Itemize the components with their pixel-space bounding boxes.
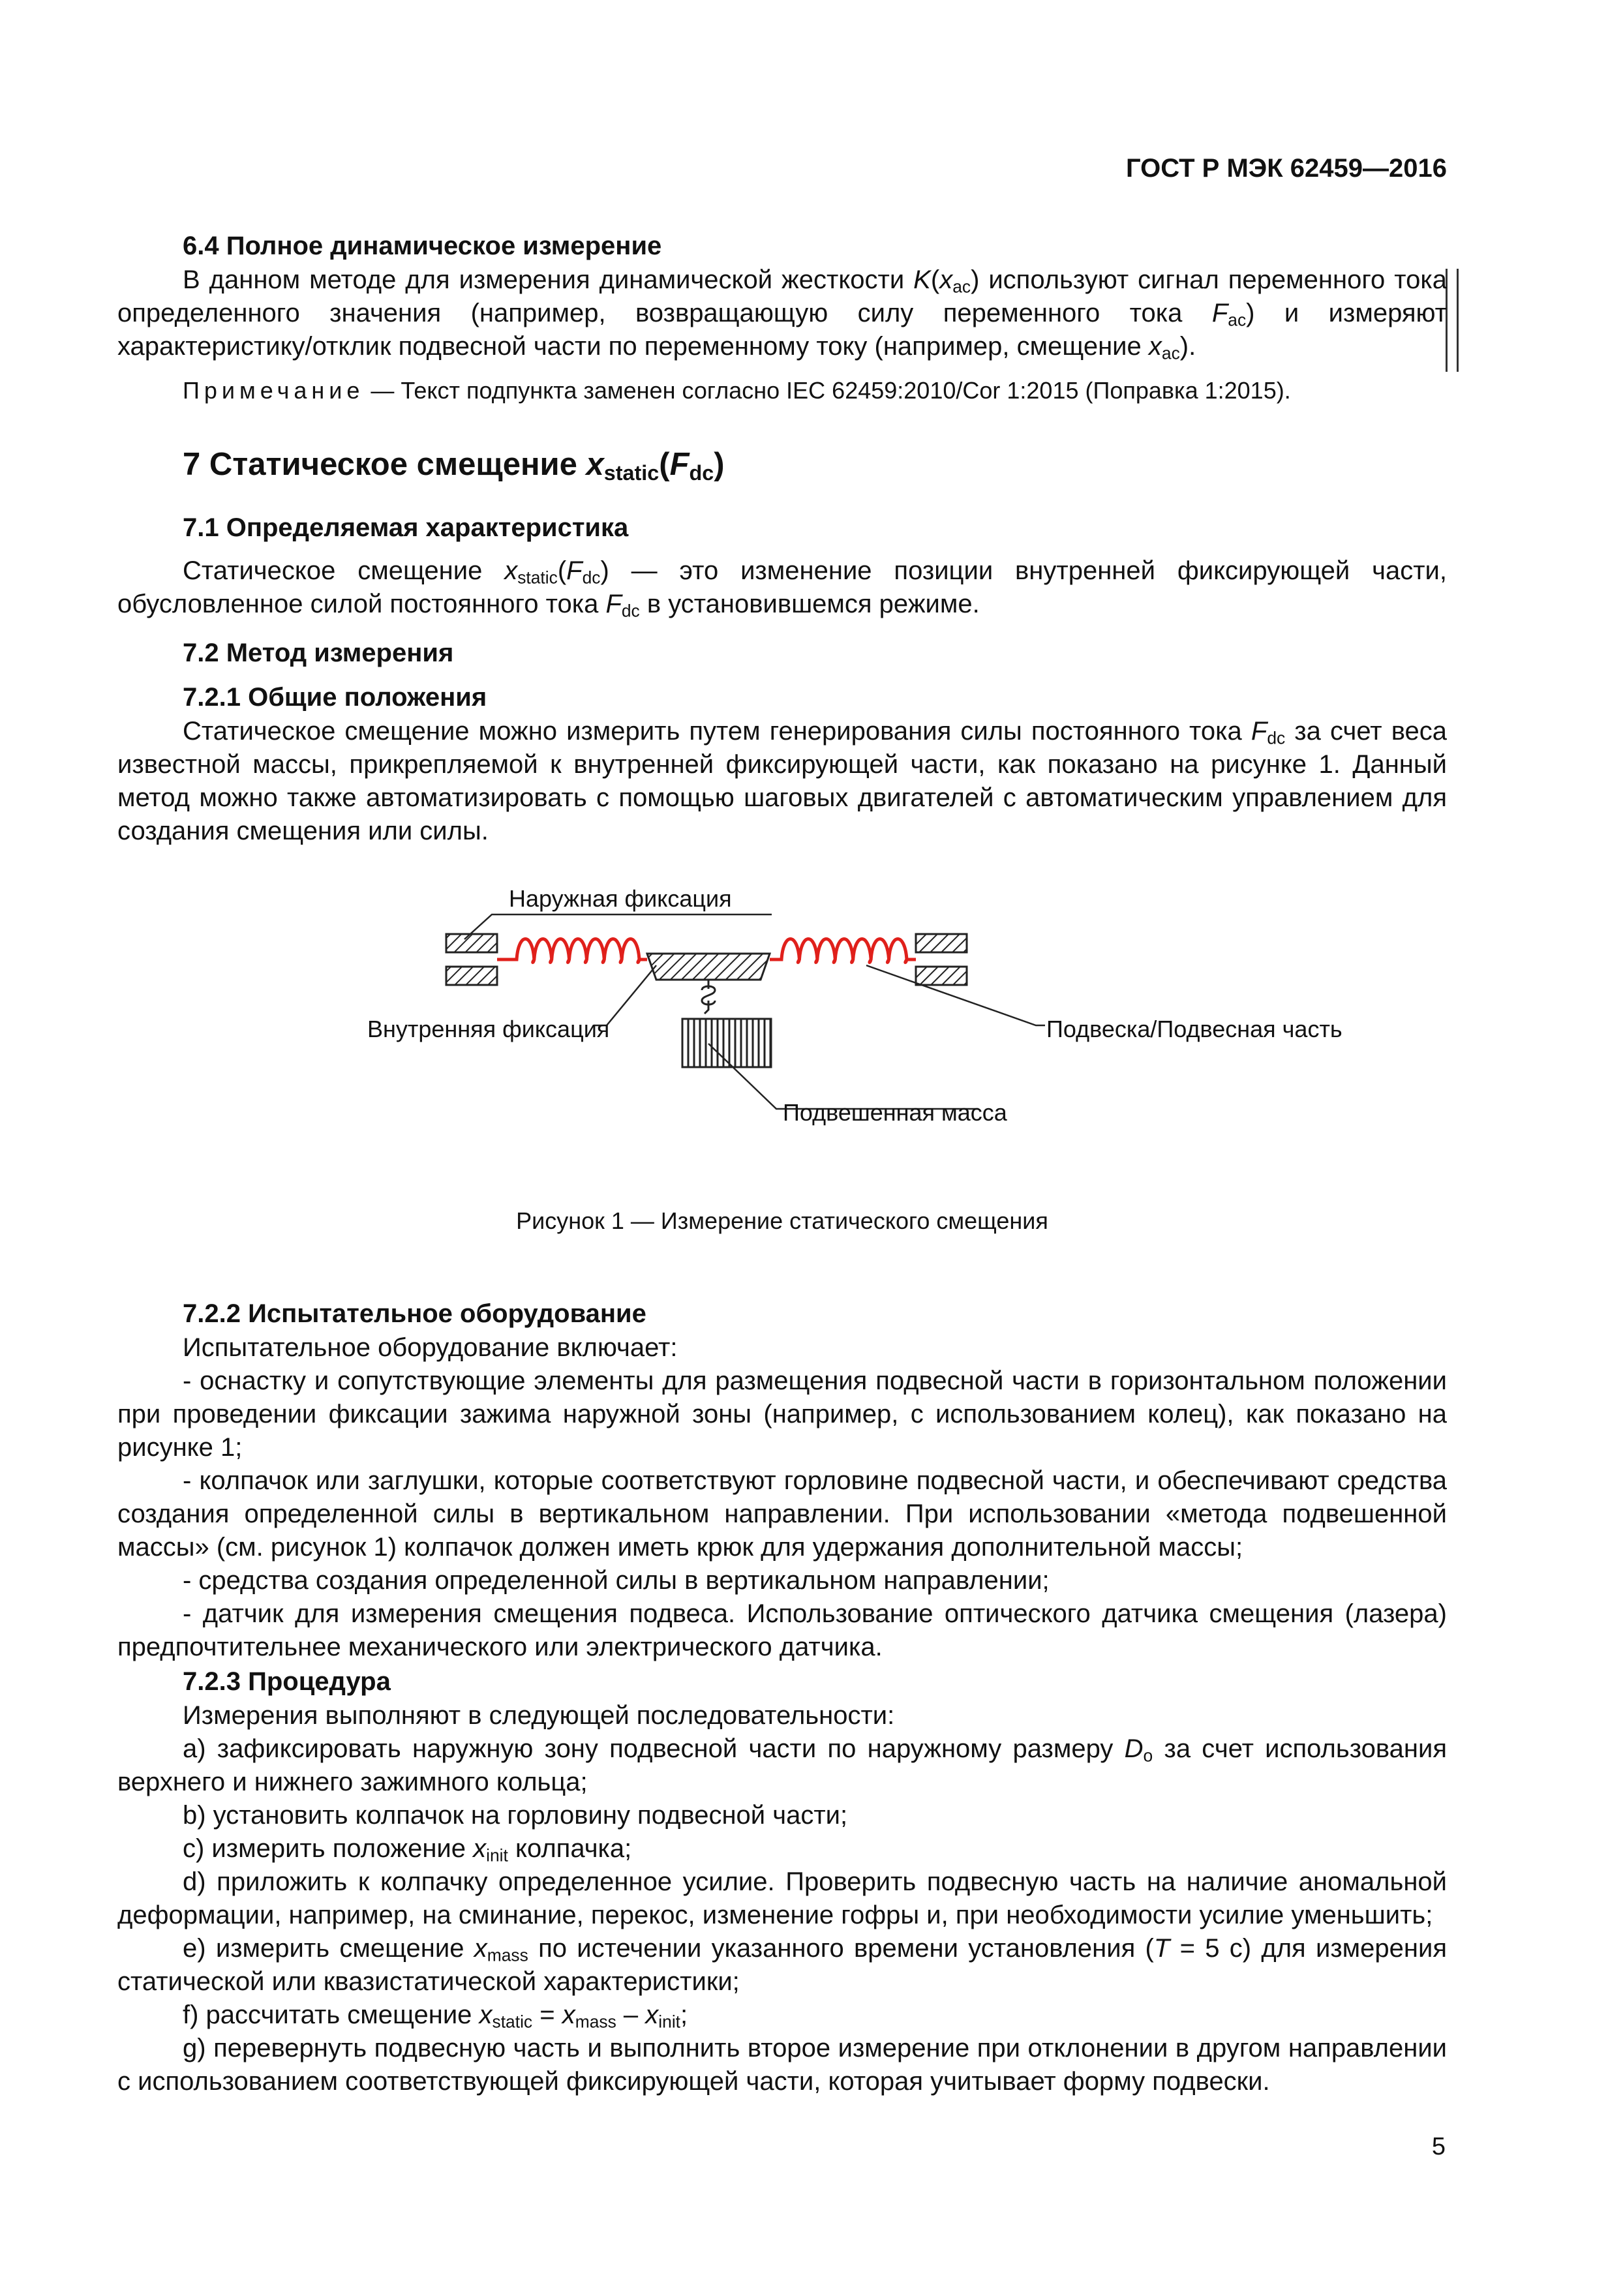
section-6-4-title: 6.4 Полное динамическое измерение xyxy=(183,232,662,260)
list-item: - колпачок или заглушки, которые соответствуют горловине подвесной части, и обеспечивают средства создания определенной силы в вертикальном направлении. При использовании «метода подвешенной массы» (см. рисунок 1) колпачок должен иметь крюк для удержания дополнительной массы; xyxy=(117,1466,1447,1562)
section-6-4-paragraph: В данном методе для измерения динамической жесткости $K(x_{ac})$ используют сигнал переменного тока определенного значения (например, возвращающую силу переменного тока $F_{ac}$) и измеряют характеристику/отклик подвесной части по переменному току (например, смещение $x_{ac}$). xyxy=(117,265,1447,363)
section-7-2-2-intro: Испытательное оборудование включает: xyxy=(183,1333,678,1362)
label-suspended-mass: Подвешенная масса xyxy=(783,1099,1007,1126)
outer-clamp-right-bottom xyxy=(916,967,967,985)
page-number: 5 xyxy=(1431,2133,1446,2160)
section-7-2-1-title: 7.2.1 Общие положения xyxy=(183,683,487,712)
list-item: - средства создания определенной силы в вертикальном направлении; xyxy=(183,1566,1050,1595)
suspended-mass xyxy=(682,1019,771,1067)
section-7-1-title: 7.1 Определяемая характеристика xyxy=(183,513,629,542)
change-bar xyxy=(1446,269,1459,372)
procedure-step-f: f) рассчитать смещение $x_{static} = x_{mass} - x_{init}$; xyxy=(183,2001,688,2032)
outer-clamp-left-top xyxy=(446,934,497,952)
outer-clamp-right-top xyxy=(916,934,967,952)
section-7-2-3-intro: Измерения выполняют в следующей последовательности: xyxy=(183,1701,895,1730)
leader-outer xyxy=(464,914,772,939)
figure-1 xyxy=(117,868,1447,1194)
outer-clamp-left-bottom xyxy=(446,967,497,985)
procedure-step-e: e) измерить смещение $x_{mass}$ по истечении указанного времени установления (T = 5 с) для измерения статической или квазистатической характеристики; xyxy=(117,1934,1447,1996)
hook xyxy=(702,980,715,1014)
procedure-step-b: b) установить колпачок на горловину подвесной части; xyxy=(183,1801,848,1830)
label-outer-fixation: Наружная фиксация xyxy=(509,885,732,912)
section-7-2-title: 7.2 Метод измерения xyxy=(183,639,454,667)
label-suspension: Подвеска/Подвесная часть xyxy=(1046,1016,1342,1042)
section-6-4-note: Примечание — Текст подпункта заменен согласно IEC 62459:2010/Cor 1:2015 (Поправка 1:2015). xyxy=(183,377,1291,404)
procedure-step-a: a) зафиксировать наружную зону подвесной части по наружному размеру $D_o$ за счет использования верхнего и нижнего зажимного кольца; xyxy=(117,1734,1448,1796)
procedure-step-c: c) измерить положение $x_{init}$ колпачка; xyxy=(183,1834,632,1865)
section-7-1-paragraph: Статическое смещение $x_{static}(F_{dc})$ — это изменение позиции внутренней фиксирующей части, обусловленное силой постоянного тока $F_{dc}$ в установившемся режиме. xyxy=(117,556,1447,621)
list-item: - датчик для измерения смещения подвеса. Использование оптического датчика смещения (лазера) предпочтительнее механического или электрического датчика. xyxy=(117,1599,1447,1661)
spring-right xyxy=(770,939,916,963)
procedure-step-d: d) приложить к колпачку определенное усилие. Проверить подвесную часть на наличие аномальной деформации, например, на сминание, перекос, изменение гофры и, при необходимости усилие уменьшить; xyxy=(117,1867,1447,1929)
spring-left xyxy=(497,939,647,963)
list-item: - оснастку и сопутствующие элементы для размещения подвесной части в горизонтальном положении при проведении фиксации зажима наружной зоны (например, с использованием колец), как показано на рисунке 1; xyxy=(117,1367,1447,1462)
note-label: Примечание xyxy=(183,377,365,404)
label-inner-fixation: Внутренняя фиксация xyxy=(367,1016,610,1042)
section-7-title: 7 Статическое смещение $x_{static}(F_{dc})$ xyxy=(183,447,725,485)
document-body xyxy=(117,228,1447,2098)
document-header: ГОСТ Р МЭК 62459—2016 xyxy=(1125,154,1447,183)
section-7-2-3-title: 7.2.3 Процедура xyxy=(183,1667,391,1696)
section-7-2-2-title: 7.2.2 Испытательное оборудование xyxy=(183,1299,646,1328)
inner-fixing-part xyxy=(647,954,770,980)
section-7-2-1-paragraph: Статическое смещение можно измерить путем генерирования силы постоянного тока $F_{dc}$ за счет веса известной массы, прикрепляемой к внутренней фиксирующей части, как показано на рисунке 1. Данный метод можно также автоматизировать с помощью шаговых двигателей с автоматическим управлением для создания смещения или силы. xyxy=(117,717,1447,845)
figure-1-caption: Рисунок 1 — Измерение статического смещения xyxy=(516,1207,1048,1234)
procedure-step-g: g) перевернуть подвесную часть и выполнить второе измерение при отклонении в другом направлении с использованием соответствующей фиксирующей части, которая учитывает форму подвески. xyxy=(117,2034,1447,2096)
